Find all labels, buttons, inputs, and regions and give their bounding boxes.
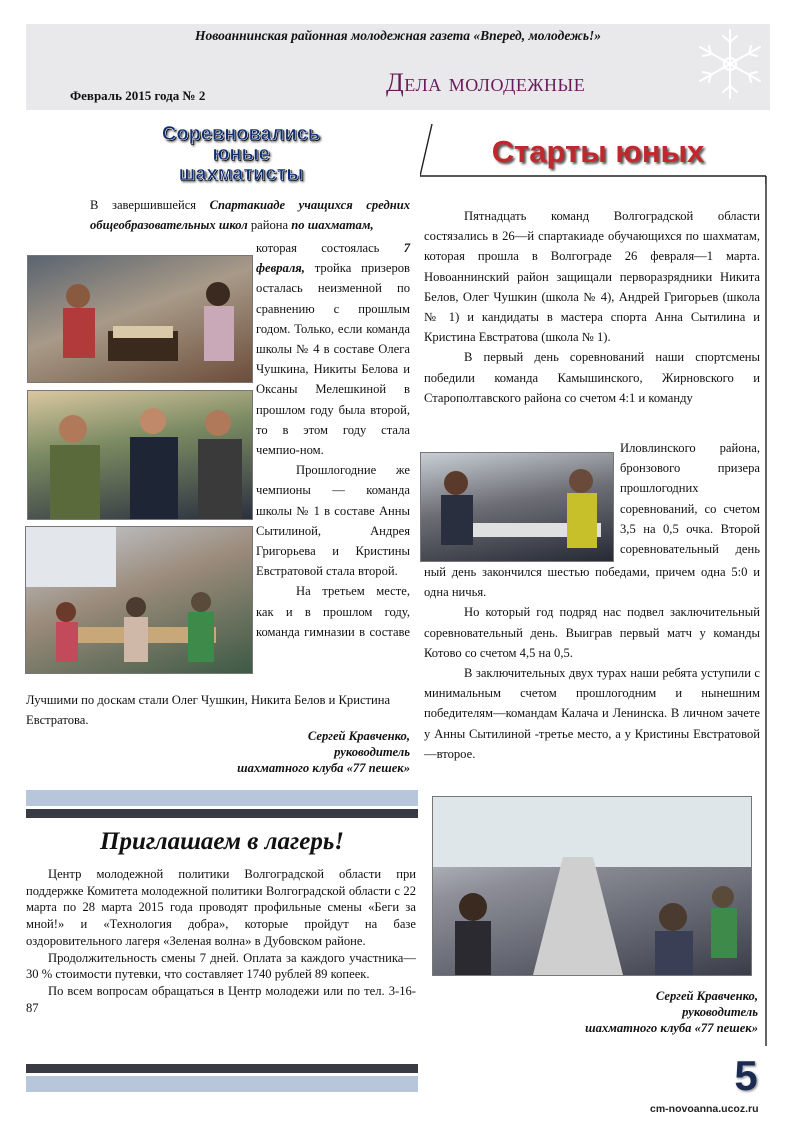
- issue-date: Февраль 2015 года № 2: [70, 88, 206, 103]
- event-name: Спартакиаде учащихся средних общеобразовательных школ: [90, 198, 410, 233]
- starts-article-column: [424, 206, 760, 408]
- paragraph: Пятнадцать команд Волгоградской области состязались в 26—й спартакиаде обучающихся по шахматам, которая прошла в Волгограде 26 февраля—1 марта. Новоаннинский район защищали перворазрядники Никита Белов, Олег Чушкин (школа № 4), Андрей Григорьев (школа № 1) и кандидаты в мастера спорта Анна Сытилина и Кристина Евстратова (школа № 1).: [424, 209, 760, 345]
- camp-article-headline: Приглашаем в лагерь!: [100, 828, 344, 855]
- author-name: Сергей Кравченко,: [307, 729, 410, 743]
- newspaper-name: Новоаннинская районная молодежная газета «Вперед, молодежь!»: [194, 28, 602, 43]
- chess-photo-coach: [27, 390, 253, 520]
- chess-article-tail: Лучшими по доскам стали Олег Чушкин, Никита Белов и Кристина Евстратова.: [26, 693, 391, 728]
- intro-text: которая состоялась: [256, 241, 404, 255]
- paragraph: Прошлогодние же чемпионы — команда школы № 1 в составе Анны Сытилиной, Андрея Григорьева и Кристины Евстратовой стала второй.: [256, 463, 410, 579]
- paragraph: В заключительных двух турах наши ребята уступили с минимальным счетом прошлогодним и нынешним победителям—командам Калача и Ленинска. В личном зачете у Анны Сытилиной -третье место, а у Кристины Евстратовой—второе.: [424, 666, 760, 761]
- paragraph: По всем вопросам обращаться в Центр молодежи или по тел. 3-16-87: [26, 983, 416, 1015]
- chess-hall-icon: [26, 527, 252, 673]
- starts-article-rest: [424, 562, 760, 764]
- paragraph: В первый день соревнований наши спортсмены победили команда Камышинского, Жирновского и Старополтавского района со счетом 4:1 и команду: [424, 350, 760, 405]
- starts-article-narrow: [620, 438, 760, 562]
- author-role: руководитель: [334, 745, 410, 759]
- paragraph: [256, 238, 410, 460]
- headline-line: Соревновались: [161, 123, 321, 145]
- starts-article-signature: [540, 988, 758, 1036]
- newspaper-header: [26, 24, 770, 110]
- page-number: 5: [734, 1052, 758, 1099]
- chess-article-column: [256, 238, 410, 641]
- intro-text: тройка призеров осталась неизменной по сравнению с прошлым годом. Только, если команда школы № 4 в составе Олега Чушкина, Никиты Белова и Оксаны Мелешкиной в прошлом году была второй, то в этом году стала чемпио-ном.: [256, 261, 410, 458]
- paragraph: На третьем месте, как и в прошлом году, команда гимназии в составе: [256, 584, 410, 639]
- column-rule: [765, 176, 767, 1046]
- author-club: шахматного клуба «77 пешек»: [237, 761, 410, 775]
- divider-bar: [26, 790, 418, 820]
- author-club: шахматного клуба «77 пешек»: [585, 1021, 758, 1035]
- headline-line: юные: [212, 143, 270, 165]
- camp-article-text: [26, 866, 416, 1016]
- chess-photo-players: [27, 255, 253, 383]
- paragraph: Центр молодежной политики Волгоградской области при поддержке Комитета молодежной политики Волгоградской области с 22 марта по 28 марта 2015 года проводят профильные смены «Беги за мной!» и «Технология добра», которые пройдут на базе оздоровительного лагеря «Зеленая волна» в Дубовском районе.: [26, 867, 416, 948]
- chess-match-icon: [421, 453, 613, 561]
- starts-article-headline: Старты юных: [491, 134, 705, 169]
- paragraph: Но который год подряд нас подвел заключительный соревновательный день. Выиграв первый матч у команды Котово со счетом 4,5 на 0,5.: [424, 605, 760, 660]
- starts-photo-match: [420, 452, 614, 562]
- starts-photo-hall: [432, 796, 752, 976]
- people-icon: [28, 391, 252, 519]
- paragraph: Продолжительность смены 7 дней. Оплата за каждого участника—30 % стоимости путевки, что составляет 1740 рублей 89 копеек.: [26, 950, 416, 982]
- intro-text: В завершившейся: [90, 198, 210, 212]
- snowflake-icon: [690, 24, 770, 104]
- chess-article-signature: [200, 728, 410, 776]
- chess-board-icon: [28, 256, 252, 382]
- paragraph: Иловлинского района, бронзового призера прошлогодних соревнований, со счетом 3,5 на 0,5 очка. Второй соревновательный день: [620, 441, 760, 557]
- paragraph: ный день закончился шестью победами, причем одна 5:0 и одна ничья.: [424, 565, 760, 600]
- author-role: руководитель: [682, 1005, 758, 1019]
- chess-article-headline: [76, 124, 406, 184]
- divider-bar: [26, 1064, 418, 1094]
- event-sport: по шахматам,: [291, 218, 374, 233]
- headline-line: шахматисты: [178, 163, 304, 185]
- section-title: Дела молодежные: [386, 68, 586, 97]
- chess-photo-tournament-hall: [25, 526, 253, 674]
- author-name: Сергей Кравченко,: [655, 989, 758, 1003]
- chess-article-intro: [90, 195, 410, 237]
- tournament-hall-icon: [433, 797, 751, 975]
- site-url[interactable]: cm-novoanna.ucoz.ru: [650, 1103, 759, 1115]
- intro-text: района: [247, 218, 292, 233]
- event-date: 7 февраля,: [256, 241, 410, 276]
